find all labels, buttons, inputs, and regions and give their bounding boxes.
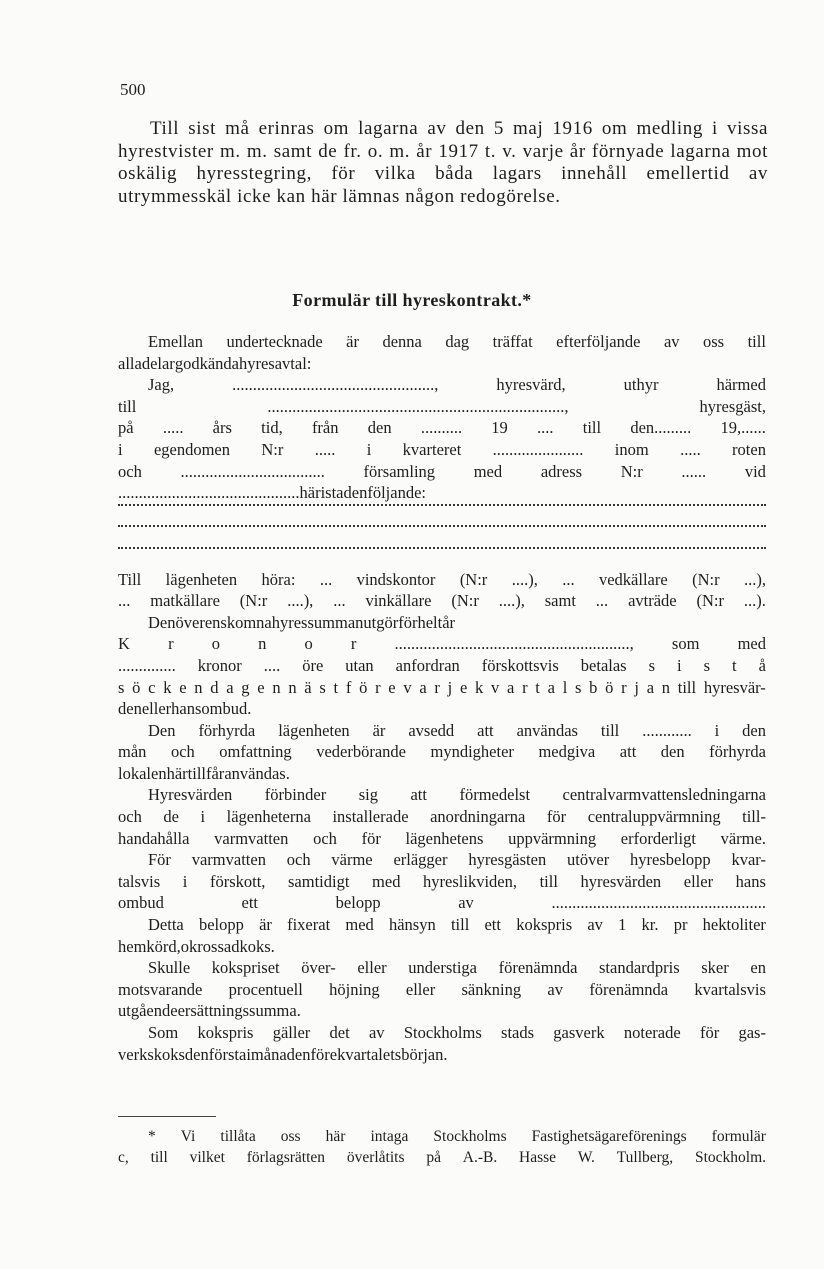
form-line: ............................................ här i staden följande:	[118, 483, 426, 503]
page-number: 500	[120, 80, 146, 99]
form-line: verkskoks den första i månaden före kvartalets början.	[118, 1044, 448, 1064]
form-title: Formulär till hyreskontrakt.*	[292, 290, 532, 310]
form-line: s ö c k e n d a g e n n ä s t f ö r e v a r j e k v a r t a l s b ö r j a n till hyresvär-	[118, 677, 766, 697]
form-line: alla delar godkända hyresavtal:	[118, 353, 312, 373]
form-line: Till lägenheten höra: ... vindskontor (N:r ....), ... vedkällare (N:r ...),	[118, 569, 766, 589]
form-line: talsvis i förskott, samtidigt med hyreslikviden, till hyresvärden eller hans	[118, 871, 766, 891]
form-line: motsvarande procentuell höjning eller sänkning av förenämnda kvartalsvis	[118, 979, 766, 999]
form-line: K r o n o r ........................................................., som med	[118, 634, 766, 654]
form-line: Hyresvärden förbinder sig att förmedelst centralvarmvattensledningarna	[148, 785, 766, 805]
footnote-divider	[118, 1116, 216, 1117]
form-line: ... matkällare (N:r ....), ... vinkällare (N:r ....), samt ... avträde (N:r ...).	[118, 591, 766, 611]
footnote-line: * Vi tillåta oss här intaga Stockholms Fastighetsägareförenings formulär	[148, 1128, 766, 1145]
form-line: den eller hans ombud.	[118, 699, 252, 719]
form-line: och ................................... församling med adress N:r ...... vid	[118, 461, 766, 481]
form-line: Skulle kokspriset över- eller understiga förenämnda standardpris sker en	[148, 958, 766, 978]
form-line: lokalen härtill får användas.	[118, 763, 290, 783]
form-line: Som kokspris gäller det av Stockholms stads gasverk noterade för gas-	[148, 1023, 766, 1042]
form-line	[118, 504, 766, 526]
form-line: .............. kronor .... öre utan anfordran förskottsvis betalas s i s t å	[118, 655, 766, 675]
form-line: till ........................................................................, hyresgäst,	[118, 396, 766, 416]
intro-paragraph: Till sist må erinras om lagarna av den 5 maj 1916 om medling i vissa hyrestvister m. m. samt de fr. o. m. år 1917 t. v. varje år förnyade lagarna mot oskälig hyresstegring, för vilka båda lagars innehåll emellertid av utrymmesskäl icke kan här lämnas någon redogörelse.	[118, 118, 768, 207]
form-line: Detta belopp är fixerat med hänsyn till ett kokspris av 1 kr. pr hektoliter	[148, 915, 766, 935]
form-line: handahålla varmvatten och för lägenhetens uppvärmning erforderligt värme.	[118, 828, 766, 848]
form-line: Jag, ................................................., hyresvärd, uthyr härmed	[148, 375, 766, 395]
form-line: och de i lägenheterna installerade anordningarna för centraluppvärmning till-	[118, 807, 766, 827]
form-line: i egendomen N:r ..... i kvarteret ...................... inom ..... roten	[118, 439, 766, 459]
form-line: på ..... års tid, från den .......... 19 .... till den......... 19,......	[118, 418, 766, 438]
form-line	[118, 547, 766, 569]
form-line: utgående ersättningssumma.	[118, 1001, 301, 1021]
form-line: mån och omfattning vederbörande myndigheter medgiva att den förhyrda	[118, 742, 766, 762]
form-line: Den överenskomna hyressumman utgör för helt år	[148, 612, 456, 632]
form-line: hemkörd, okrossad koks.	[118, 936, 275, 956]
form-line: För varmvatten och värme erlägger hyresgästen utöver hyresbelopp kvar-	[148, 850, 766, 870]
form-line	[118, 525, 766, 547]
footnote	[118, 1126, 766, 1168]
form-line: Den förhyrda lägenheten är avsedd att användas till ............ i den	[148, 720, 766, 740]
footnote-line: c, till vilket förlagsrätten överlåtits på A.-B. Hasse W. Tullberg, Stockholm.	[118, 1149, 766, 1166]
form-line: Emellan undertecknade är denna dag träffat efterföljande av oss till	[148, 332, 766, 351]
lease-form	[118, 331, 766, 1065]
form-line: ombud ett belopp av ....................................................	[118, 893, 766, 913]
